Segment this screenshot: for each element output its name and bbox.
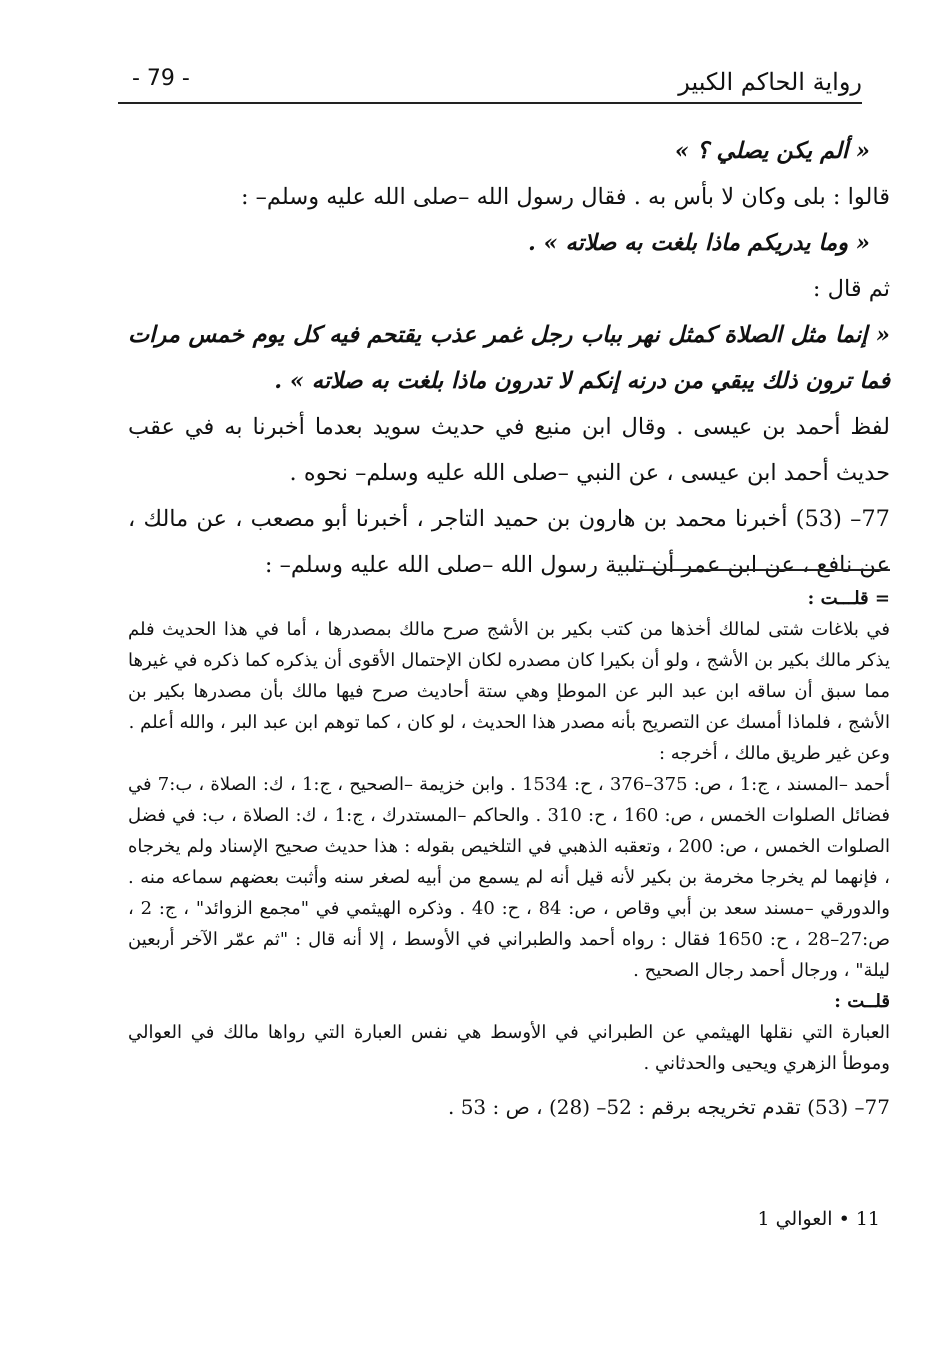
text-line: قالوا : بلى وكان لا بأس به . فقال رسول الله –صلى الله عليه وسلم– : xyxy=(240,184,890,210)
quote-line: « ألم يكن يصلي ؟ » xyxy=(674,138,870,164)
note-label: قلــت : xyxy=(834,991,890,1012)
footnote-separator xyxy=(626,569,890,571)
note-paragraph: 77– (53) تقدم تخريجه برقم : 52– (28) ، ص : 53 . xyxy=(447,1095,890,1119)
page-number: - 79 - xyxy=(132,66,190,91)
hadith-paragraph: 77– (53) أخبرنا محمد بن هارون بن حميد التاجر ، أخبرنا أبو مصعب ، عن مالك ، عن نافع ، عن ابن عمر أن تلبية رسول الله –صلى الله عليه وسلم– : xyxy=(128,506,890,578)
note-paragraph: أحمد –المسند ، ج:1 ، ص: 375–376 ، ح: 1534 . وابن خزيمة –الصحيح ، ج:1 ، ك: الصلاة ، ب:7 في فضائل الصلوات الخمس ، ص: 160 ، ح: 310 . والحاكم –المستدرك ، ج:1 ، ك: الصلاة ، ب: في فضل الصلوات الخمس ، ص: 200 ، وتعقبه الذهبي في التلخيص بقوله : هذا حديث صحيح الإسناد ولم يخرجاه ، فإنهما لم يخرجا مخرمة بن بكير لأنه قيل أنه لم يسمع من أبيه لصغر سنه وأثبت بعضهم سماعه منه . والدورقي –مسند سعد بن أبي وقاص ، ص: 84 ، ح: 40 . وذكره الهيثمي في "مجمع الزوائد" ، ج: 2 ، ص:27–28 ، ح: 1650 فقال : رواه أحمد والطبراني في الأوسط ، إلا أنه قال : "ثم عمّر الآخر أربعين ليلة" ، ورجال أحمد رجال الصحيح . xyxy=(128,774,891,981)
note-paragraph: وعن غير طريق مالك ، أخرجه : xyxy=(658,743,890,764)
running-header xyxy=(118,62,862,104)
note-label: = قلـــت : xyxy=(807,588,890,609)
text-line: ثم قال : xyxy=(812,276,890,302)
text-paragraph: لفظ أحمد بن عيسى . وقال ابن منيع في حديث سويد بعدما أخبرنا به في عقب حديث أحمد ابن عيسى ، عن النبي –صلى الله عليه وسلم– نحوه . xyxy=(128,414,890,486)
quote-paragraph: « إنما مثل الصلاة كمثل نهر بباب رجل غمر عذب يقتحم فيه كل يوم خمس مرات فما ترون ذلك يبقي من درنه إنكم لا تدرون ماذا بلغت به صلاته » . xyxy=(128,322,890,394)
main-text xyxy=(128,128,890,588)
note-paragraph: العبارة التي نقلها الهيثمي عن الطبراني في الأوسط هي نفس العبارة التي رواها مالك في العوالي وموطأ الزهري ويحيى والحدثاني . xyxy=(128,1022,890,1074)
header-title: رواية الحاكم الكبير xyxy=(678,68,862,96)
quote-line: « وما يدريكم ماذا بلغت به صلاته » . xyxy=(527,230,870,256)
signature-mark: 11 • العوالي 1 xyxy=(757,1208,880,1230)
note-paragraph: في بلاغات شتى لمالك أخذها من كتب بكير بن الأشج صرح مالك بمصدرها ، أما في هذا الحديث فلم يذكر مالك بكير بن الأشج ، ولو أن بكيرا كان مصدره لكان الإحتمال الأقوى أن يذكره كما ذكره في غيرها مما سبق أن ساقه ابن عبد البر عن الموطإ وهي ستة أحاديث صرح فيها مالك بأن مصدرها بكير بن الأشج ، فلماذا أمسك عن التصريح بأنه مصدر هذا الحديث ، لو كان ، كما توهم ابن عبد البر ، والله أعلم . xyxy=(128,619,890,733)
footnotes xyxy=(128,583,890,1127)
